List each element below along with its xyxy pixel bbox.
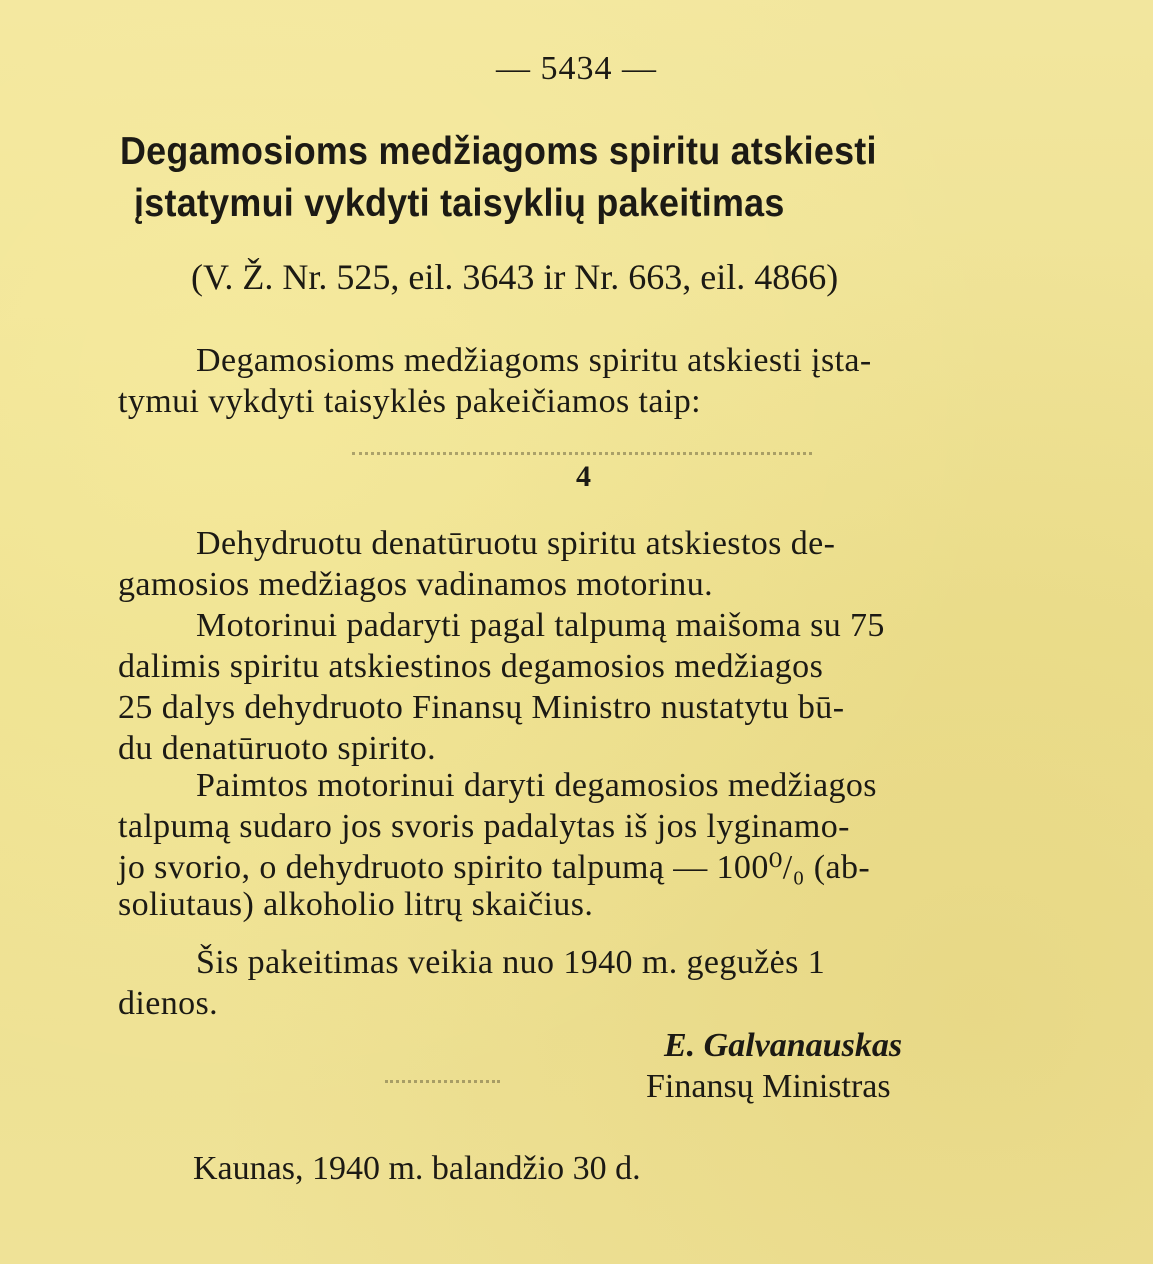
body-paragraph-3-line-4: soliutaus) alkoholio litrų skaičius. — [118, 886, 594, 923]
body-paragraph-2-line-2: dalimis spiritu atskiestinos degamosios medžiagos — [118, 648, 824, 685]
intro-line-2: tymui vykdyti taisyklės pakeičiamos taip: — [118, 383, 701, 420]
signer-title: Finansų Ministras — [646, 1068, 891, 1105]
section-number: 4 — [576, 460, 591, 493]
gazette-reference: (V. Ž. Nr. 525, eil. 3643 ir Nr. 663, eil. 4866) — [191, 257, 839, 297]
signer-name: E. Galvanauskas — [664, 1027, 903, 1064]
place-and-date: Kaunas, 1940 m. balandžio 30 d. — [193, 1150, 641, 1187]
page-number: — 5434 — — [496, 50, 657, 87]
body-paragraph-2-line-3: 25 dalys dehydruoto Finansų Ministro nustatytu bū- — [118, 689, 845, 726]
intro-line-1: Degamosioms medžiagoms spiritu atskiesti įsta- — [196, 342, 872, 379]
body-paragraph-3-line-2: talpumą sudaro jos svoris padalytas iš jos lyginamo- — [118, 808, 850, 845]
body-paragraph-2-line-4: du denatūruoto spirito. — [118, 730, 436, 767]
body-paragraph-2-line-1: Motorinui padaryti pagal talpumą maišoma su 75 — [196, 607, 885, 644]
effective-date-line-2: dienos. — [118, 985, 219, 1022]
document-title-line-2: įstatymui vykdyti taisyklių pakeitimas — [134, 182, 785, 225]
body-paragraph-3-line-3: jo svorio, o dehydruoto spirito talpumą — 100⁰/₀ (ab- — [118, 849, 871, 886]
body-paragraph-1-line-2: gamosios medžiagos vadinamos motorinu. — [118, 566, 714, 603]
body-paragraph-1-line-1: Dehydruotu denatūruotu spiritu atskiestos de- — [196, 525, 836, 562]
signature-dots — [385, 1080, 500, 1083]
omission-dots — [352, 452, 812, 455]
effective-date-line-1: Šis pakeitimas veikia nuo 1940 m. gegužės 1 — [196, 944, 826, 981]
body-paragraph-3-line-1: Paimtos motorinui daryti degamosios medžiagos — [196, 767, 877, 804]
document-title-line-1: Degamosioms medžiagoms spiritu atskiesti — [120, 130, 877, 173]
